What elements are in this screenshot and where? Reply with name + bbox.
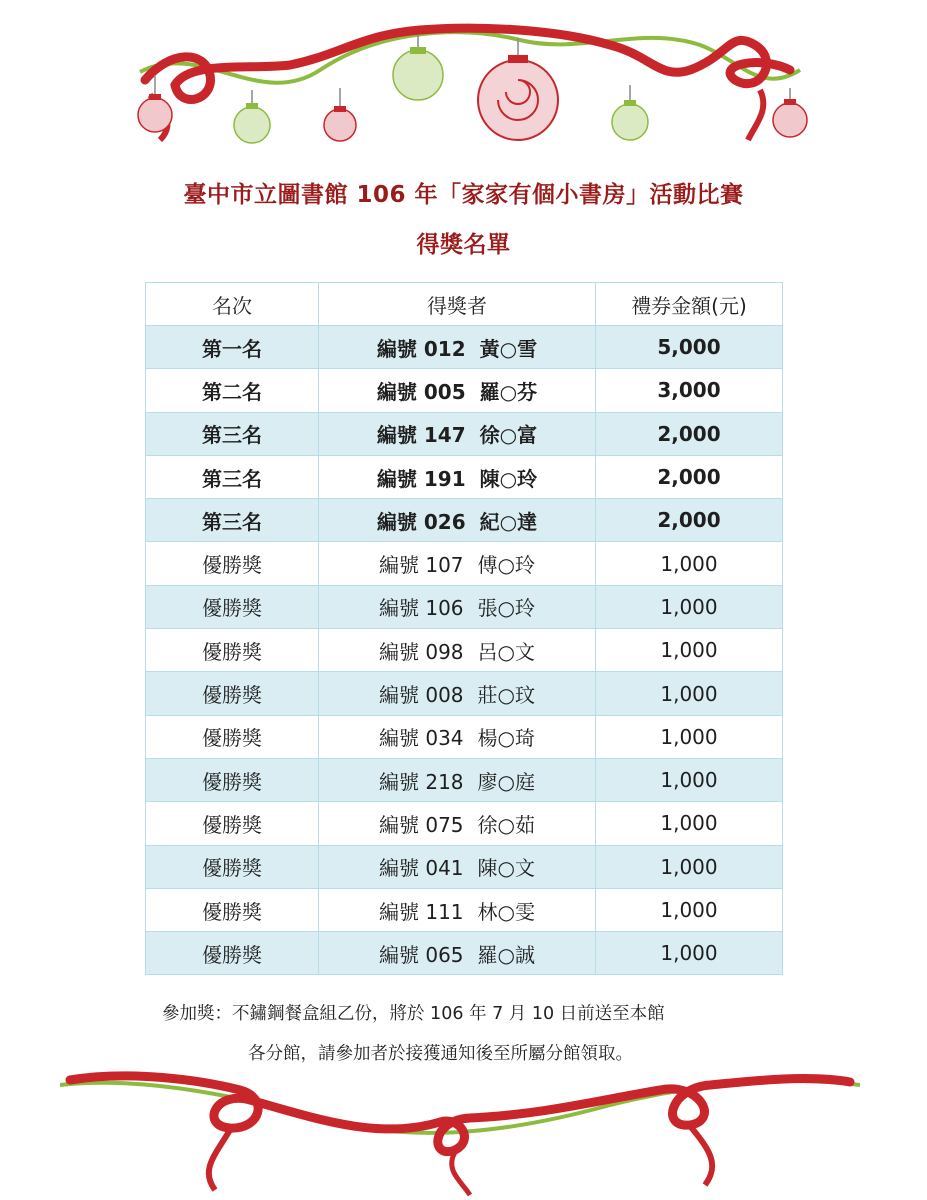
winner-name: 呂○文 — [477, 639, 535, 664]
participation-note-line2: 各分館，請參加者於接獲通知後至所屬分館領取。 — [248, 1044, 633, 1064]
page-subtitle: 得獎名單 — [416, 232, 511, 258]
winner-name: 紀○達 — [479, 509, 538, 534]
rank-cell: 第一名 — [146, 326, 319, 369]
awards-table — [145, 282, 783, 975]
winner-name: 廖○庭 — [477, 769, 535, 794]
rank-cell: 優勝獎 — [146, 845, 319, 888]
table-row — [146, 499, 783, 542]
table-row — [146, 455, 783, 498]
winner-number: 編號 034 — [379, 726, 464, 751]
table-row — [146, 629, 783, 672]
winner-name: 莊○玟 — [477, 683, 535, 708]
table-row — [146, 326, 783, 369]
amount-cell: 1,000 — [596, 542, 783, 585]
winner-cell — [319, 412, 596, 455]
table-row — [146, 802, 783, 845]
header-amount: 禮券金額(元) — [596, 283, 783, 326]
winner-name: 黃○雪 — [479, 336, 538, 361]
table-row — [146, 932, 783, 975]
amount-cell: 2,000 — [596, 455, 783, 498]
winner-cell — [319, 888, 596, 931]
table-header-row — [146, 283, 783, 326]
winner-number: 編號 041 — [379, 856, 464, 881]
rank-cell: 優勝獎 — [146, 715, 319, 758]
winner-cell — [319, 455, 596, 498]
rank-cell: 第二名 — [146, 369, 319, 412]
header-rank: 名次 — [146, 283, 319, 326]
winner-cell — [319, 845, 596, 888]
winner-cell — [319, 932, 596, 975]
rank-cell: 第三名 — [146, 412, 319, 455]
amount-cell: 2,000 — [596, 499, 783, 542]
winner-number: 編號 147 — [376, 423, 466, 448]
table-row — [146, 412, 783, 455]
rank-cell: 優勝獎 — [146, 932, 319, 975]
amount-cell: 1,000 — [596, 758, 783, 801]
winner-number: 編號 107 — [379, 553, 464, 578]
winner-number: 編號 005 — [376, 379, 466, 404]
winner-cell — [319, 499, 596, 542]
page-title: 臺中市立圖書館 106 年「家家有個小書房」活動比賽 — [183, 182, 744, 208]
winner-number: 編號 075 — [379, 812, 464, 837]
header-winner: 得獎者 — [319, 283, 596, 326]
ribbon-garland-bottom-icon — [0, 1060, 927, 1200]
amount-cell: 1,000 — [596, 585, 783, 628]
table-row — [146, 715, 783, 758]
winner-number: 編號 218 — [379, 769, 464, 794]
winner-number: 編號 012 — [376, 336, 466, 361]
amount-cell: 1,000 — [596, 629, 783, 672]
table-row — [146, 369, 783, 412]
table-row — [146, 672, 783, 715]
winner-cell — [319, 585, 596, 628]
table-row — [146, 888, 783, 931]
winner-name: 林○雯 — [477, 899, 535, 924]
winner-name: 陳○文 — [477, 856, 535, 881]
amount-cell: 5,000 — [596, 326, 783, 369]
winner-cell — [319, 629, 596, 672]
winner-number: 編號 026 — [376, 509, 466, 534]
winner-number: 編號 065 — [379, 942, 464, 967]
ribbon-ornaments-top-icon — [0, 0, 927, 160]
amount-cell: 1,000 — [596, 888, 783, 931]
table-row — [146, 585, 783, 628]
table-row — [146, 542, 783, 585]
winner-name: 羅○誠 — [477, 942, 535, 967]
rank-cell: 優勝獎 — [146, 672, 319, 715]
winner-name: 羅○芬 — [479, 379, 538, 404]
amount-cell: 3,000 — [596, 369, 783, 412]
participation-note-line1: 參加獎：不鏽鋼餐盒組乙份，將於 106 年 7 月 10 日前送至本館 — [162, 1004, 665, 1024]
winner-cell — [319, 326, 596, 369]
winner-name: 陳○玲 — [479, 466, 538, 491]
rank-cell: 第三名 — [146, 455, 319, 498]
amount-cell: 1,000 — [596, 845, 783, 888]
rank-cell: 第三名 — [146, 499, 319, 542]
winner-name: 楊○琦 — [477, 726, 535, 751]
rank-cell: 優勝獎 — [146, 888, 319, 931]
winner-name: 傅○玲 — [477, 553, 535, 578]
winner-number: 編號 098 — [379, 639, 464, 664]
amount-cell: 1,000 — [596, 715, 783, 758]
table-row — [146, 758, 783, 801]
winner-cell — [319, 542, 596, 585]
winner-cell — [319, 802, 596, 845]
winner-cell — [319, 672, 596, 715]
winner-cell — [319, 369, 596, 412]
winner-number: 編號 111 — [379, 899, 464, 924]
winner-number: 編號 191 — [376, 466, 466, 491]
winner-cell — [319, 715, 596, 758]
rank-cell: 優勝獎 — [146, 758, 319, 801]
winner-name: 徐○茹 — [477, 812, 535, 837]
amount-cell: 1,000 — [596, 932, 783, 975]
table-row — [146, 845, 783, 888]
rank-cell: 優勝獎 — [146, 802, 319, 845]
amount-cell: 1,000 — [596, 802, 783, 845]
rank-cell: 優勝獎 — [146, 629, 319, 672]
winner-name: 張○玲 — [477, 596, 535, 621]
winner-name: 徐○富 — [479, 423, 538, 448]
winner-number: 編號 106 — [379, 596, 464, 621]
rank-cell: 優勝獎 — [146, 542, 319, 585]
amount-cell: 2,000 — [596, 412, 783, 455]
amount-cell: 1,000 — [596, 672, 783, 715]
winner-number: 編號 008 — [379, 683, 464, 708]
rank-cell: 優勝獎 — [146, 585, 319, 628]
winner-cell — [319, 758, 596, 801]
